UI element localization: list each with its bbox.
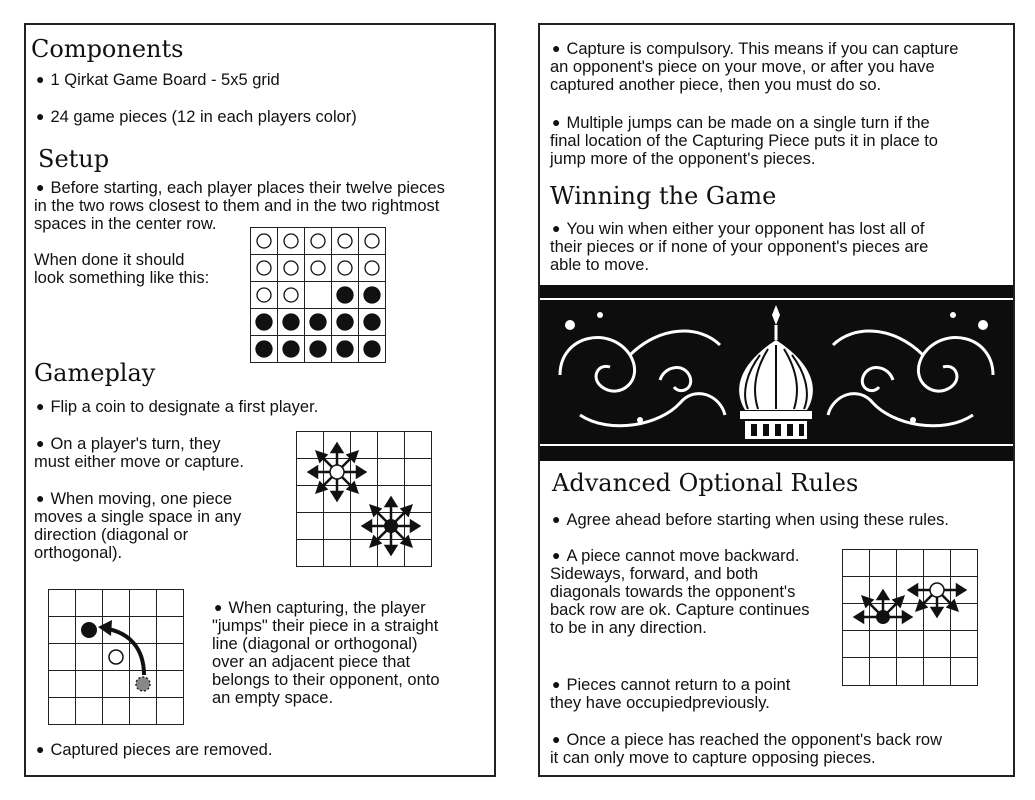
onion-dome-ornament (540, 285, 1013, 461)
white-piece (930, 583, 944, 597)
gameplay-move-line-3: direction (diagonal or (34, 526, 189, 544)
advanced-backward-line-4: back row are ok. Capture continues (550, 601, 810, 619)
winning-line-1: ● You win when either your opponent has lost all of (552, 220, 925, 238)
black-piece (310, 314, 326, 330)
black-piece (256, 341, 272, 357)
white-piece (311, 261, 325, 275)
white-piece (338, 261, 352, 275)
ornament-banner (540, 285, 1013, 461)
gameplay-flip-coin: ● Flip a coin to designate a first player. (36, 398, 318, 416)
white-piece-captured (109, 650, 123, 664)
black-piece (337, 341, 353, 357)
black-piece (384, 519, 398, 533)
white-piece (330, 465, 344, 479)
advanced-backward-line-5: to be in any direction. (550, 619, 707, 637)
white-piece (311, 234, 325, 248)
black-piece-destination (81, 622, 97, 638)
gameplay-capture-line-4: over an adjacent piece that (212, 653, 411, 671)
gameplay-capture-line-6: an empty space. (212, 689, 334, 707)
movement-board-diagram (296, 431, 434, 569)
black-piece (310, 341, 326, 357)
components-item-board: ● 1 Qirkat Game Board - 5x5 grid (36, 71, 280, 89)
setup-done-line-1: When done it should (34, 251, 185, 269)
gameplay-move-line-4: orthogonal). (34, 544, 123, 562)
white-piece (284, 261, 298, 275)
gameplay-move-line-2: moves a single space in any (34, 508, 242, 526)
gameplay-capture-line-1: ● When capturing, the player (214, 599, 426, 617)
white-piece (365, 261, 379, 275)
gameplay-heading: Gameplay (34, 359, 156, 387)
advanced-return-line-1: ● Pieces cannot return to a point (552, 676, 790, 694)
black-piece (283, 314, 299, 330)
gameplay-capture-line-2: "jumps" their piece in a straight (212, 617, 439, 635)
setup-done-line-2: look something like this: (34, 269, 210, 287)
gameplay-capture-line-3: line (diagonal or orthogonal) (212, 635, 418, 653)
black-piece (364, 287, 380, 303)
advanced-backrow-line-2: it can only move to capture opposing pieces. (550, 749, 876, 767)
board-cell (305, 282, 332, 309)
advanced-heading: Advanced Optional Rules (552, 469, 859, 497)
setup-line-3: spaces in the center row. (34, 215, 217, 233)
black-piece (876, 610, 890, 624)
setup-board-diagram (250, 227, 390, 365)
gameplay-move-line-1: ● When moving, one piece (36, 490, 232, 508)
capture-compulsory-line-1: ● Capture is compulsory. This means if you can capture (552, 40, 958, 58)
black-piece-origin (136, 677, 150, 691)
white-piece (284, 234, 298, 248)
forward-move-board-diagram (842, 549, 980, 689)
white-piece (257, 234, 271, 248)
winning-line-3: able to move. (550, 256, 650, 274)
winning-heading: Winning the Game (550, 182, 777, 210)
multi-jump-line-3: jump more of the opponent's pieces. (550, 150, 816, 168)
setup-line-1: ● Before starting, each player places their twelve pieces (36, 179, 445, 197)
advanced-agree: ● Agree ahead before starting when using these rules. (552, 511, 949, 529)
gameplay-turn-line-2: must either move or capture. (34, 453, 245, 471)
capture-compulsory-line-3: captured another piece, then you must do so. (550, 76, 882, 94)
multi-jump-line-1: ● Multiple jumps can be made on a single turn if the (552, 114, 930, 132)
black-piece (283, 341, 299, 357)
gameplay-turn-line-1: ● On a player's turn, they (36, 435, 221, 453)
winning-line-2: their pieces or if none of your opponent's pieces are (550, 238, 929, 256)
gameplay-capture-line-5: belongs to their opponent, onto (212, 671, 440, 689)
components-item-pieces: ● 24 game pieces (12 in each players color) (36, 108, 357, 126)
left-rules-panel (24, 23, 496, 777)
white-piece (365, 234, 379, 248)
black-piece (337, 314, 353, 330)
white-piece (338, 234, 352, 248)
advanced-backward-line-3: diagonals towards the opponent's (550, 583, 796, 601)
black-piece (337, 287, 353, 303)
black-piece (364, 341, 380, 357)
white-piece (257, 261, 271, 275)
advanced-backrow-line-1: ● Once a piece has reached the opponent's back row (552, 731, 942, 749)
setup-line-2: in the two rows closest to them and in the two rightmost (34, 197, 440, 215)
black-piece (364, 314, 380, 330)
gameplay-removed: ● Captured pieces are removed. (36, 741, 272, 759)
right-rules-panel (538, 23, 1015, 777)
multi-jump-line-2: final location of the Capturing Piece puts it in place to (550, 132, 938, 150)
advanced-backward-line-1: ● A piece cannot move backward. (552, 547, 799, 565)
setup-heading: Setup (38, 145, 110, 173)
advanced-backward-line-2: Sideways, forward, and both (550, 565, 759, 583)
white-piece (284, 288, 298, 302)
advanced-return-line-2: they have occupiedpreviously. (550, 694, 770, 712)
white-piece (257, 288, 271, 302)
components-heading: Components (31, 35, 184, 63)
capture-board-diagram (48, 589, 186, 727)
black-piece (256, 314, 272, 330)
capture-compulsory-line-2: an opponent's piece on your move, or after you have (550, 58, 935, 76)
